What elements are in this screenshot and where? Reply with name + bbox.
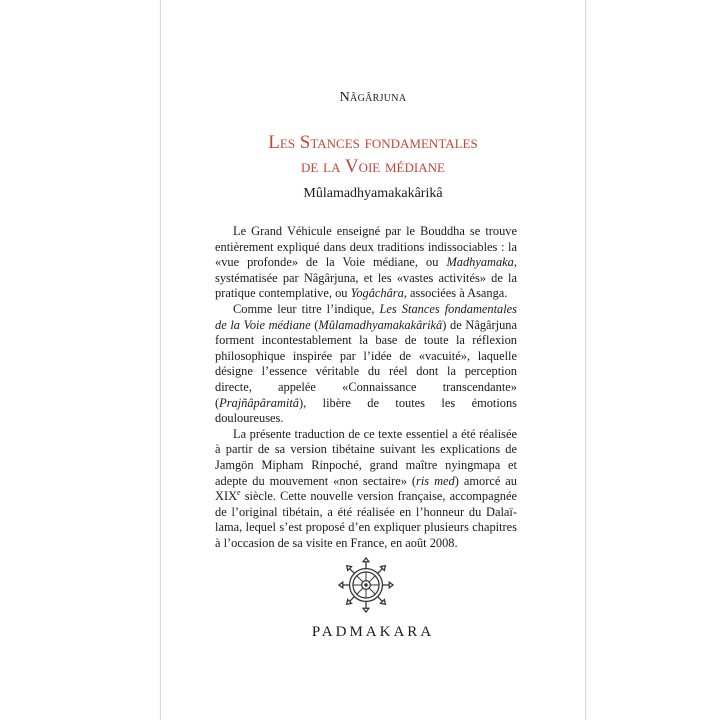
blurb-paragraph-2: Comme leur titre l’indique, Les Stances fondamentales de la Voie médiane (Mûlamadhyamakakârikâ) de Nâgârjuna forment incontestablement la base de toute la réflexion philosophique inspirée par l’idée de «vacuité», laquelle désigne l’essence véritable du réel dont la perception directe, appelée «Connaissance transcendante» (Prajñâpâramitâ), libère de toutes les émotions douloureuses. xyxy=(215,301,517,426)
book-subtitle: Mûlamadhyamakakârikâ xyxy=(303,186,443,201)
blurb-text xyxy=(215,224,517,551)
book-back-cover xyxy=(160,0,586,720)
dharma-wheel-icon xyxy=(337,556,395,614)
blurb-paragraph-1: Le Grand Véhicule enseigné par le Bouddha se trouve entièrement expliqué dans deux traditions indissociables : la «vue profonde» de la Voie médiane, ou Madhyamaka, systématisée par Nâgârjuna, et les «vastes activités» de la pratique contemplative, ou Yogâchâra, associées à Asanga. xyxy=(215,224,517,301)
blurb-paragraph-3: La présente traduction de ce texte essentiel a été réalisée à partir de sa version tibétaine suivant les explications de Jamgön Mipham Rinpoché, grand maître nyingmapa et adepte du mouvement «non sectaire» (ris med) amorcé au XIXe siècle. Cette nouvelle version française, accompagnée de l’original tibétain, a été réalisée en l’honneur du Dalaï-lama, lequel s’est proposé d’en expliquer plusieurs chapitres à l’occasion de sa visite en France, en août 2008. xyxy=(215,426,517,550)
author-name: Nâgârjuna xyxy=(339,90,407,105)
book-title-line-1: Les Stances fondamentales xyxy=(268,132,478,153)
publisher-name: PADMAKARA xyxy=(311,624,435,640)
book-title-line-2: de la Voie médiane xyxy=(301,156,445,177)
